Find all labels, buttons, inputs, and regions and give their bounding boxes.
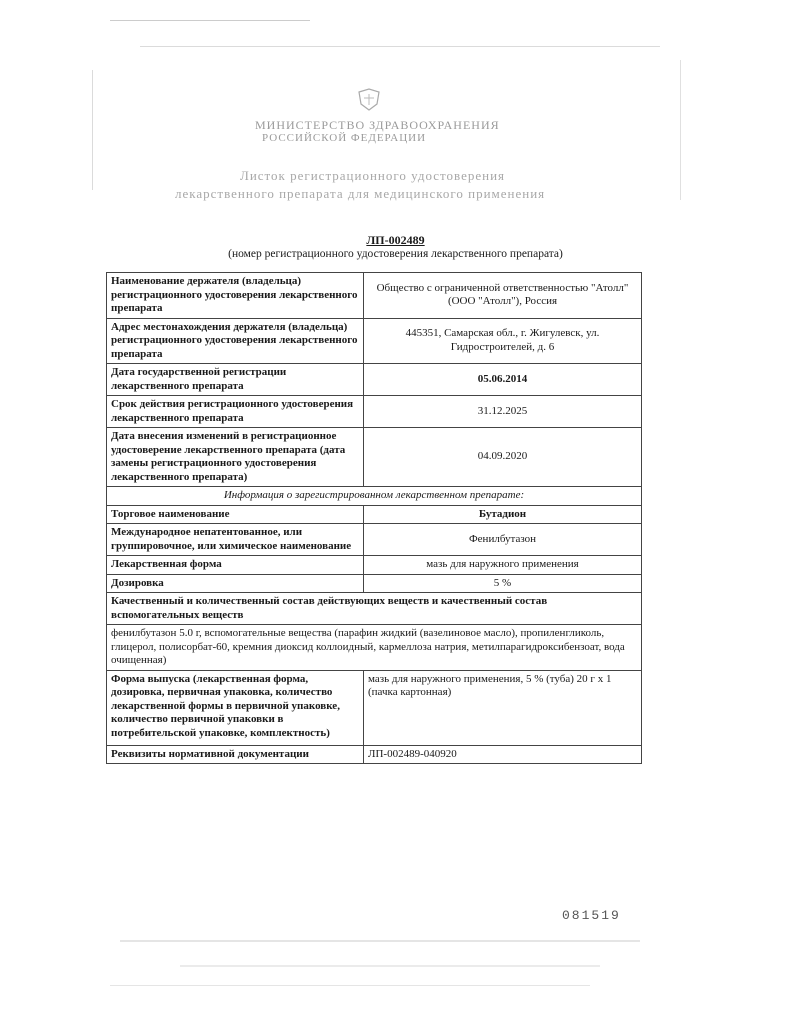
dosage-value: 5 % <box>364 574 642 593</box>
validity-value: 31.12.2025 <box>364 396 642 428</box>
ministry-subheading: РОССИЙСКОЙ ФЕДЕРАЦИИ <box>262 132 427 144</box>
change-date-value: 04.09.2020 <box>364 428 642 487</box>
table-row <box>107 625 642 671</box>
trade-name-label: Торговое наименование <box>107 505 364 524</box>
document-title-line2: лекарственного препарата для медицинского применения <box>175 186 546 201</box>
composition-label: Качественный и количественный состав действующих веществ и качественный состав вспомогательных веществ <box>107 593 642 625</box>
registration-date-label: Дата государственной регистрации лекарственного препарата <box>107 364 364 396</box>
registration-number-caption: (номер регистрационного удостоверения лекарственного препарата) <box>228 248 563 260</box>
holder-address-label: Адрес местонахождения держателя (владельца) регистрационного удостоверения лекарственного препарата <box>107 318 364 364</box>
table-row <box>107 487 642 506</box>
holder-address-value: 445351, Самарская обл., г. Жигулевск, ул. Гидростроителей, д. 6 <box>364 318 642 364</box>
registration-table <box>106 272 642 764</box>
document-title-line1: Листок регистрационного удостоверения <box>240 168 506 183</box>
info-section-heading: Информация о зарегистрированном лекарственном препарате: <box>107 487 642 506</box>
table-row <box>107 318 642 364</box>
table-row <box>107 505 642 524</box>
trade-name-value: Бутадион <box>364 505 642 524</box>
table-row <box>107 670 642 745</box>
table-row <box>107 574 642 593</box>
table-row <box>107 364 642 396</box>
table-row <box>107 524 642 556</box>
table-row <box>107 556 642 575</box>
table-row <box>107 593 642 625</box>
composition-value: фенилбутазон 5.0 г, вспомогательные вещества (парафин жидкий (вазелиновое масло), пропиленгликоль, глицерол, полисорбат-60, кремния диоксид коллоидный, кармеллоза натрия, метилпарагидроксибензоат, вода очищенная) <box>107 625 642 671</box>
release-form-label: Форма выпуска (лекарственная форма, дозировка, первичная упаковка, количество лекарственной формы в первичной упаковке, количество первичной упаковки в потребительской упаковке, комплектность) <box>107 670 364 745</box>
change-date-label: Дата внесения изменений в регистрационное удостоверение лекарственного препарата (дата замены регистрационного удостоверения лекарственного препарата) <box>107 428 364 487</box>
ministry-heading: МИНИСТЕРСТВО ЗДРАВООХРАНЕНИЯ <box>255 118 500 132</box>
stamp-number: 081519 <box>562 908 621 923</box>
dosage-form-value: мазь для наружного применения <box>364 556 642 575</box>
registration-number: ЛП-002489 <box>366 233 425 247</box>
holder-name-label: Наименование держателя (владельца) регистрационного удостоверения лекарственного препарата <box>107 273 364 319</box>
release-form-value: мазь для наружного применения, 5 % (туба) 20 г x 1 (пачка картонная) <box>364 670 642 745</box>
inn-value: Фенилбутазон <box>364 524 642 556</box>
inn-label: Международное непатентованное, или группировочное, или химическое наименование <box>107 524 364 556</box>
table-row <box>107 428 642 487</box>
coat-of-arms-emblem <box>356 88 382 112</box>
table-row <box>107 396 642 428</box>
holder-name-value: Общество с ограниченной ответственностью "Атолл" (ООО "Атолл"), Россия <box>364 273 642 319</box>
table-row <box>107 745 642 764</box>
dosage-form-label: Лекарственная форма <box>107 556 364 575</box>
registration-date-value: 05.06.2014 <box>364 364 642 396</box>
normative-docs-label: Реквизиты нормативной документации <box>107 745 364 764</box>
normative-docs-value: ЛП-002489-040920 <box>364 745 642 764</box>
validity-label: Срок действия регистрационного удостоверения лекарственного препарата <box>107 396 364 428</box>
table-row <box>107 273 642 319</box>
dosage-label: Дозировка <box>107 574 364 593</box>
